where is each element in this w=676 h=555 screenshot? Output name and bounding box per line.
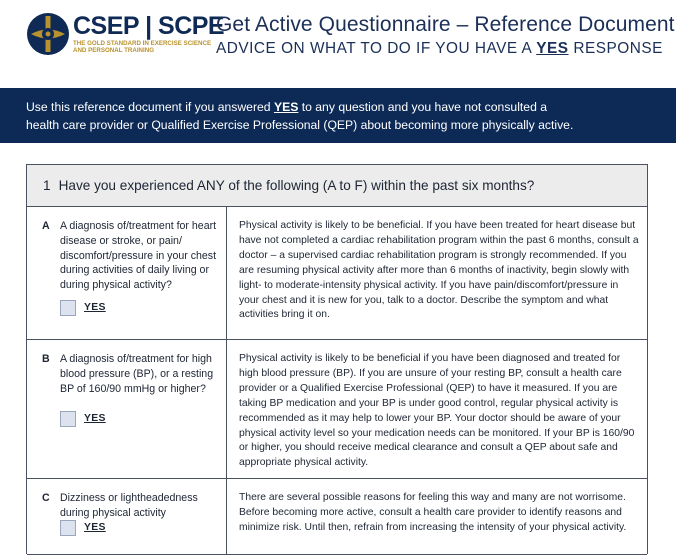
subtitle-yes: YES <box>536 40 569 57</box>
row-question: Dizziness or lightheadedness during physical activity <box>60 492 198 519</box>
table-row-a <box>27 207 647 340</box>
question-cell <box>27 340 227 478</box>
advice-text: Physical activity is likely to be beneficial if you have been diagnosed and treated for high blood pressure (BP). If you are unsure of your resting BP, consult a health care provider or a Qualified Exercise Professional (QEP) to have it measured. If you are taking BP medication and your BP is under good control, regular physical activity is recommended as it may help to lower your BP. Your doctor should be aware of your physical activity level so your medication needs can be monitored. If your BP is 160/90 or higher, you should receive medical clearance and consult a QEP about safe and appropriate physical activity. <box>239 353 635 469</box>
yes-label: YES <box>84 522 106 533</box>
row-letter: C <box>42 492 50 504</box>
question-text: Have you experienced ANY of the following (A to F) within the past six months? <box>58 178 535 193</box>
question-header <box>27 165 647 207</box>
banner-line-1 <box>26 98 650 116</box>
banner-line-2: health care provider or Qualified Exercise Professional (QEP) about becoming more physically active. <box>26 118 574 132</box>
advice-text: Physical activity is likely to be beneficial. If you have been treated for heart disease but have not completed a cardiac rehabilitation program within the past 6 months, consult a doctor – a supervised cardiac rehabilitation program is strongly recommended. If you are resuming physical activity after more than 6 months of inactivity, begin slowly with light- to moderate-intensity physical activity. If you have pain/discomfort/pressure in your chest and it is new for you, talk to a doctor. Describe the symptom and what activities bring it on. <box>239 220 639 321</box>
banner-yes: YES <box>273 100 299 114</box>
yes-checkbox[interactable] <box>60 411 76 427</box>
yes-label: YES <box>84 413 106 424</box>
row-question: A diagnosis of/treatment for high blood pressure (BP), or a resting BP of 160/90 mmHg or higher? <box>60 353 214 395</box>
logo-tagline: THE GOLD STANDARD IN EXERCISE SCIENCE AND PERSONAL TRAINING <box>73 40 212 55</box>
question-cell <box>27 207 227 339</box>
row-letter: A <box>42 220 50 232</box>
logo-name: CSEP | SCPE <box>73 12 225 40</box>
yes-label: YES <box>84 302 106 313</box>
advice-text: There are several possible reasons for feeling this way and many are not worrisome. Before becoming more active, consult a health care provider to identify reasons and minimize risk. Until then, refrain from increasing the intensity of your physical activity. <box>239 492 627 533</box>
table-row-b <box>27 340 647 479</box>
csep-scpe-logo <box>26 12 225 68</box>
subtitle-text-end: RESPONSE <box>568 40 663 57</box>
question-table <box>26 164 648 554</box>
page-title: Get Active Questionnaire – Reference Document <box>216 13 675 36</box>
instruction-banner <box>0 88 676 143</box>
row-letter: B <box>42 353 50 365</box>
maple-leaf-emblem-icon <box>26 12 70 56</box>
page-header <box>0 0 676 88</box>
table-row-c <box>27 479 647 555</box>
question-cell <box>27 479 227 554</box>
banner-text: Use this reference document if you answered <box>26 100 274 114</box>
question-number: 1 <box>43 178 51 193</box>
yes-checkbox[interactable] <box>60 520 76 536</box>
page-subtitle <box>216 40 663 58</box>
row-question: A diagnosis of/treatment for heart disease or stroke, or pain/ discomfort/pressure in your chest during activities of daily living or during physical activity? <box>60 220 217 292</box>
banner-text-end: to any question and you have not consulted a <box>298 100 548 114</box>
yes-checkbox[interactable] <box>60 300 76 316</box>
subtitle-text: ADVICE ON WHAT TO DO IF YOU HAVE A <box>216 40 537 57</box>
